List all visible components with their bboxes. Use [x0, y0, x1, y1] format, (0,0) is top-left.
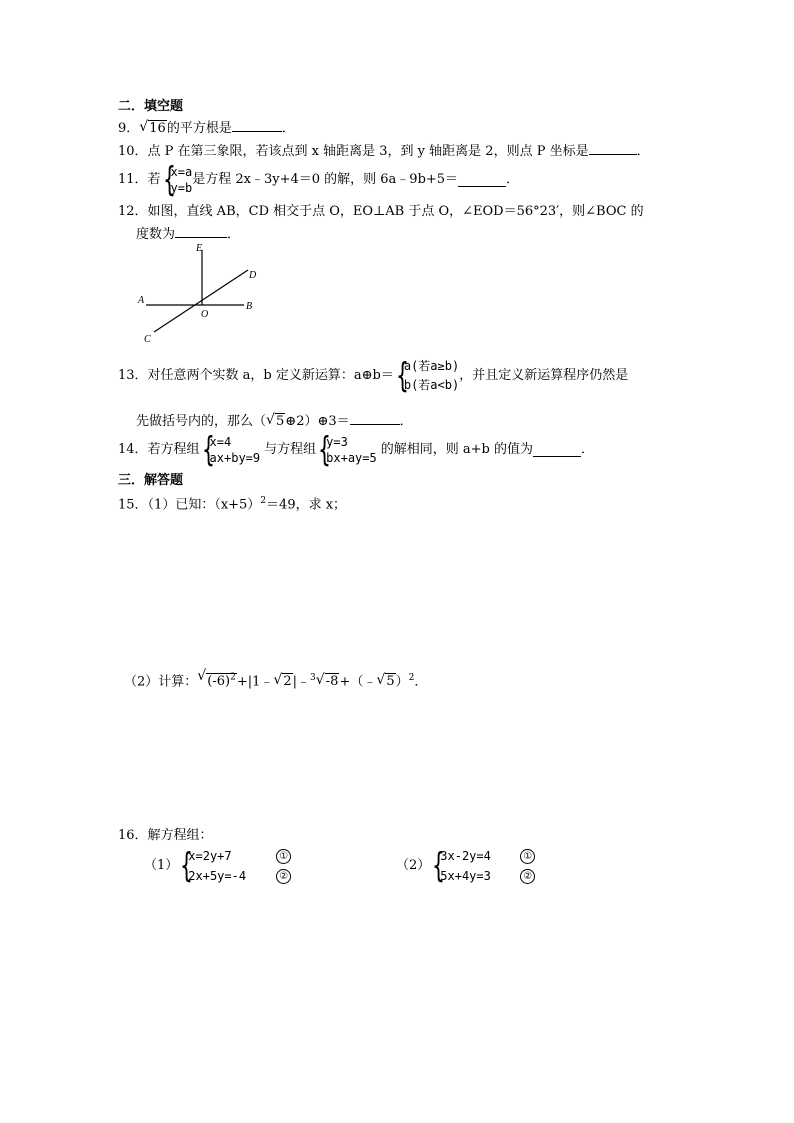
q13-answer-blank[interactable]	[350, 412, 400, 425]
q13-text1: 13．对任意两个实数 a，b 定义新运算：a⊕b＝	[118, 368, 394, 383]
q15-1-sup: 2	[260, 496, 267, 506]
q9-number: 9．	[118, 121, 140, 136]
question-10	[118, 142, 650, 160]
question-11	[118, 161, 519, 199]
q14-system-b: { y=3 bx+ay=5	[318, 430, 377, 470]
q10-end: ．	[636, 144, 650, 159]
q16-2-system: { 3x-2y=4 ① 5x+4y=3 ②	[430, 846, 535, 886]
q13-case2: b(若a<b)	[403, 378, 460, 392]
q15-2-sup4: 2	[408, 673, 415, 683]
q15-2-sqrt1: √ $(-6)^2$	[197, 668, 236, 690]
q15-2-sqrt2: √ 2	[273, 672, 292, 690]
q15-1-text: 15．（1）已知：（x+5）	[118, 497, 261, 513]
q12-answer-blank[interactable]	[175, 225, 227, 238]
q15-2-mid2: |﹣	[292, 674, 311, 690]
q14-answer-blank[interactable]	[533, 444, 581, 457]
section-2-title: 二．填空题	[118, 99, 184, 114]
label-d: D	[249, 270, 257, 281]
question-12-line1: 12．如图，直线 AB，CD 相交于点 O，EO⊥AB 于点 O，∠EOD＝56°23′，则∠BOC 的	[118, 204, 644, 219]
q11-number: 11．若	[118, 172, 161, 187]
q15-2-end: ．	[414, 674, 428, 690]
q16-2-label: （2）	[396, 858, 431, 873]
q10-answer-blank[interactable]	[589, 142, 637, 155]
q16-2-eq2: 5x+4y=3	[440, 869, 491, 883]
q9-radicand: 16	[149, 121, 166, 136]
q11-end: ．	[506, 172, 520, 187]
q13-end: ．	[399, 414, 413, 429]
q16-1-label: （1）	[144, 858, 179, 873]
q15-1-text2: ＝49，求 x；	[266, 497, 347, 513]
label-e: E	[196, 243, 203, 254]
question-13-line1	[118, 356, 628, 396]
line-cd	[154, 270, 248, 332]
q15-2-cuberoot: √ -8	[315, 672, 339, 690]
label-c: C	[144, 334, 151, 345]
q12-end: ．	[227, 227, 241, 242]
q9-end: ．	[281, 121, 295, 136]
q14-text: 的解相同，则 a+b 的值为	[380, 442, 533, 457]
q15-2-rad1: (-6)	[207, 674, 231, 690]
q9-sqrt: √ 16	[139, 119, 166, 136]
angle-diagram	[132, 240, 272, 350]
q13-line2a: 先做括号内的，那么（	[136, 414, 267, 429]
q11-answer-blank[interactable]	[458, 174, 506, 187]
q15-2-cuberoot-index: 3	[310, 673, 316, 683]
q14-system-a: { x=4 ax+by=9	[201, 430, 261, 470]
label-o: O	[201, 309, 209, 320]
q16-2-eq1: 3x-2y=4	[440, 849, 491, 863]
q15-2-rad3: -8	[325, 674, 339, 690]
q13-case1: a(若a≥b)	[403, 359, 460, 373]
q11-system: { x=a y=b	[162, 160, 193, 200]
q13-text2: ，并且定义新运算程序仍然是	[459, 368, 629, 383]
q15-2-sqrt4: √ 5	[376, 672, 395, 690]
question-16-title: 16．解方程组：	[118, 828, 213, 843]
q15-2-mid1: +|1﹣	[236, 674, 274, 690]
q16-1-system: { x=2y+7 ① 2x+5y=-4 ②	[178, 846, 291, 886]
q11-text: 是方程 2x﹣3y+4＝0 的解，则 6a﹣9b+5＝	[192, 172, 459, 187]
q16-2-eq2-number: ②	[520, 869, 535, 884]
q14-number: 14．若方程组	[118, 442, 200, 457]
q15-2-rad4: 5	[386, 674, 395, 690]
q10-text: 10．点 P 在第三象限，若该点到 x 轴距离是 3，到 y 轴距离是 2，则点 P 坐标是	[118, 144, 589, 159]
section-3-title: 三．解答题	[118, 473, 184, 488]
q14-sysb-eq1: y=3	[326, 435, 348, 449]
question-15-part2	[124, 670, 427, 690]
q16-1-eq1-number: ①	[276, 849, 291, 864]
q16-1-eq1: x=2y+7	[188, 849, 232, 863]
q16-2-eq1-number: ①	[520, 849, 535, 864]
q13-piecewise: { a(若a≥b) b(若a<b)	[395, 356, 460, 396]
q15-2-prefix: （2）计算：	[124, 674, 198, 690]
label-a: A	[138, 295, 145, 306]
q11-eq2: y=b	[170, 181, 193, 195]
q11-eq1: x=a	[170, 165, 193, 179]
q9-answer-blank[interactable]	[232, 119, 282, 132]
q13-line2b: ⊕2）⊕3＝	[285, 414, 350, 429]
q16-1-eq2: 2x+5y=-4	[188, 869, 247, 883]
q15-2-rad1-sup: 2	[230, 673, 236, 683]
q15-2-mid4: ）	[395, 674, 409, 690]
q16-1-eq2-number: ②	[276, 869, 291, 884]
question-16-part1	[144, 846, 291, 886]
q9-text: 的平方根是	[166, 121, 232, 136]
q14-sysa-eq2: ax+by=9	[209, 451, 261, 465]
q12-line2-text: 度数为	[136, 227, 176, 242]
q14-mid: 与方程组	[264, 442, 317, 457]
question-9	[118, 119, 295, 137]
label-b: B	[246, 301, 253, 312]
q15-2-mid3: +（﹣	[339, 674, 377, 690]
q15-2-rad2: 2	[283, 674, 292, 690]
q14-sysb-eq2: bx+ay=5	[326, 451, 377, 465]
question-15-part1	[118, 493, 346, 513]
question-14	[118, 431, 594, 469]
q14-end: ．	[580, 442, 594, 457]
q13-sqrt: √ 5	[266, 412, 285, 429]
question-13-line2	[136, 412, 413, 430]
question-16-part2	[396, 846, 535, 886]
q13-radicand: 5	[276, 414, 285, 429]
q14-sysa-eq1: x=4	[209, 435, 232, 449]
